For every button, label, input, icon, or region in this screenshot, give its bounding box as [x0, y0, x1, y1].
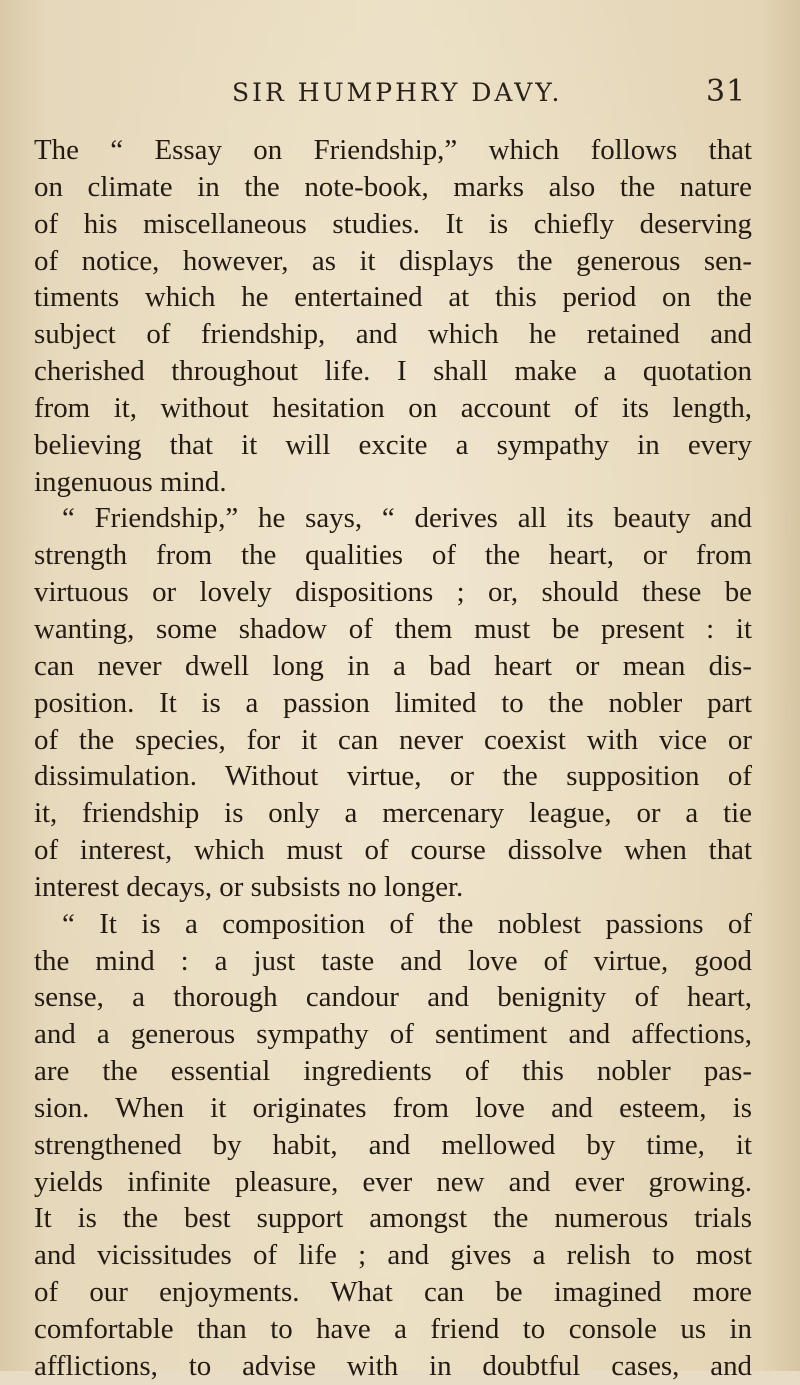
text-line: position. It is a passion limited to the nobler part: [34, 686, 752, 719]
paragraph: [34, 906, 752, 1385]
text-line: strengthened by habit, and mellowed by time, it: [34, 1128, 752, 1161]
text-line: believing that it will excite a sympathy in every: [34, 428, 752, 461]
text-line: are the essential ingredients of this nobler pas-: [34, 1055, 752, 1088]
text-line: it, friendship is only a mercenary league, or a tie: [34, 797, 752, 830]
text-line: “ It is a composition of the noblest passions of: [62, 907, 752, 940]
text-line: sion. When it originates from love and esteem, is: [34, 1091, 752, 1124]
text-line: timents which he entertained at this period on the: [34, 281, 752, 314]
text-line: interest decays, or subsists no longer.: [34, 870, 464, 903]
text-line: yields infinite pleasure, ever new and ever growing.: [34, 1165, 752, 1198]
text-line: of interest, which must of course dissolve when that: [34, 834, 752, 867]
text-line: comfortable than to have a friend to console us in: [34, 1313, 752, 1345]
text-line: from it, without hesitation on account of its length,: [34, 391, 752, 424]
text-line: cherished throughout life. I shall make a quotation: [34, 355, 752, 388]
text-line: and vicissitudes of life ; and gives a relish to most: [34, 1239, 752, 1272]
page-number: 31: [706, 74, 747, 109]
running-title: SIR HUMPHRY DAVY.: [232, 78, 563, 107]
page-header: [0, 74, 800, 118]
text-line: subject of friendship, and which he retained and: [34, 318, 752, 351]
text-line: sense, a thorough candour and benignity of heart,: [34, 981, 752, 1014]
paragraph: [34, 132, 752, 500]
body-text: [34, 132, 752, 1385]
text-line: The “ Essay on Friendship,” which follows that: [34, 134, 752, 166]
text-line: of our enjoyments. What can be imagined more: [34, 1276, 752, 1309]
text-line: strength from the qualities of the heart, or from: [34, 539, 752, 572]
text-line: dissimulation. Without virtue, or the supposition of: [34, 760, 752, 793]
text-line: afflictions, to advise with in doubtful cases, and: [34, 1349, 752, 1382]
text-line: It is the best support amongst the numerous trials: [34, 1202, 752, 1235]
text-line: of the species, for it can never coexist with vice or: [34, 723, 752, 756]
paragraph: [34, 500, 752, 905]
text-line: of his miscellaneous studies. It is chiefly deserving: [34, 207, 752, 240]
text-line: wanting, some shadow of them must be present : it: [34, 612, 752, 645]
text-line: can never dwell long in a bad heart or mean dis-: [34, 649, 752, 682]
text-line: on climate in the note-book, marks also the nature: [34, 170, 752, 203]
text-line: the mind : a just taste and love of virtue, good: [34, 944, 752, 977]
text-line: ingenuous mind.: [34, 465, 227, 498]
text-line: “ Friendship,” he says, “ derives all its beauty and: [62, 502, 752, 535]
text-line: of notice, however, as it displays the generous sen-: [34, 244, 752, 277]
text-line: virtuous or lovely dispositions ; or, should these be: [34, 576, 752, 609]
text-line: and a generous sympathy of sentiment and affections,: [34, 1018, 752, 1051]
